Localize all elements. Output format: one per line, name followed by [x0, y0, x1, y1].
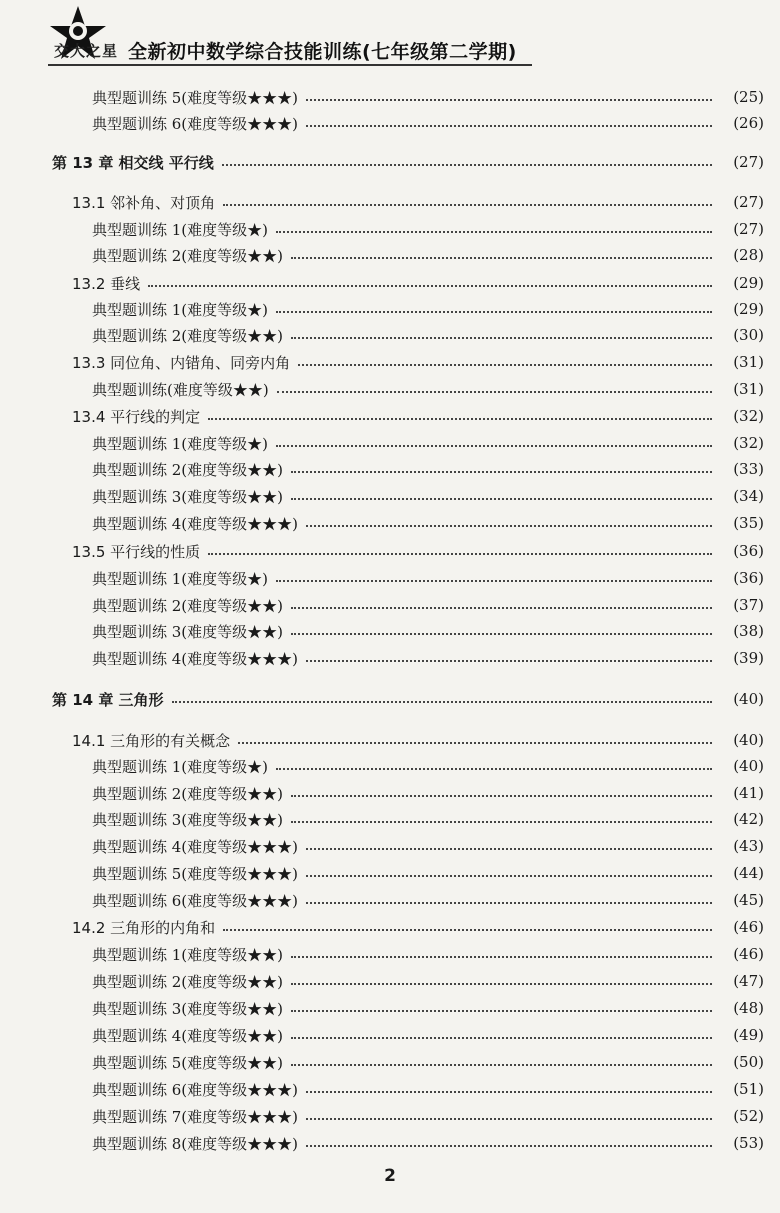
toc-page-number: (48): [733, 999, 764, 1017]
toc-entry-label: 典型题训练 6(难度等级★★★): [92, 1080, 299, 1099]
toc-item-row: [92, 996, 764, 1020]
toc-page-number: (47): [733, 972, 764, 990]
toc-dot-leader: [298, 364, 712, 366]
toc-item-row: [92, 969, 764, 993]
toc-dot-leader: [276, 311, 712, 313]
toc-entry-label: 典型题训练 5(难度等级★★★): [92, 864, 299, 883]
toc-entry-label: 典型题训练 2(难度等级★★): [92, 596, 284, 615]
toc-entry-label: 典型题训练 1(难度等级★): [92, 300, 269, 319]
toc-dot-leader: [306, 875, 712, 877]
toc-item-row: [92, 511, 764, 535]
page-header: [0, 0, 780, 70]
toc-entry-label: 典型题训练 5(难度等级★★): [92, 1053, 284, 1072]
toc-dot-leader: [238, 742, 712, 744]
book-title: 全新初中数学综合技能训练(七年级第二学期): [128, 41, 517, 63]
toc-dot-leader: [291, 1064, 712, 1066]
toc-entry-label: 14.2 三角形的内角和: [72, 918, 216, 937]
toc-page-number: (42): [733, 810, 764, 828]
toc-item-row: [92, 323, 764, 347]
toc-section-row: [72, 404, 764, 428]
toc-dot-leader: [148, 285, 712, 287]
toc-entry-label: 13.2 垂线: [72, 274, 141, 293]
toc-page-number: (31): [733, 380, 764, 398]
toc-dot-leader: [306, 1145, 712, 1147]
toc-entry-label: 典型题训练 2(难度等级★★): [92, 460, 284, 479]
toc-page-number: (27): [733, 153, 764, 171]
toc-chapter-row: [52, 150, 764, 174]
toc-dot-leader: [306, 1091, 712, 1093]
toc-item-row: [92, 297, 764, 321]
toc-item-row: [92, 781, 764, 805]
toc-section-row: [72, 190, 764, 214]
toc-entry-label: 13.4 平行线的判定: [72, 407, 201, 426]
toc-dot-leader: [291, 795, 712, 797]
toc-dot-leader: [291, 983, 712, 985]
toc-entry-label: 典型题训练 7(难度等级★★★): [92, 1107, 299, 1126]
toc-dot-leader: [276, 768, 712, 770]
toc-entry-label: 13.3 同位角、内错角、同旁内角: [72, 353, 291, 372]
toc-entry-label: 典型题训练 3(难度等级★★): [92, 999, 284, 1018]
toc-entry-label: 典型题训练 6(难度等级★★★): [92, 891, 299, 910]
toc-item-row: [92, 1050, 764, 1074]
toc-section-row: [72, 271, 764, 295]
toc-page-number: (25): [733, 88, 764, 106]
toc-page-number: (40): [733, 690, 764, 708]
toc-entry-label: 13.1 邻补角、对顶角: [72, 193, 216, 212]
toc-entry-label: 典型题训练 1(难度等级★): [92, 220, 269, 239]
toc-item-row: [92, 942, 764, 966]
toc-page-number: (34): [733, 487, 764, 505]
toc-item-row: [92, 243, 764, 267]
toc-page-number: (27): [733, 220, 764, 238]
toc-dot-leader: [172, 701, 712, 703]
toc-dot-leader: [306, 125, 712, 127]
toc-page-number: (29): [733, 300, 764, 318]
toc-entry-label: 典型题训练 4(难度等级★★★): [92, 514, 299, 533]
toc-section-row: [72, 728, 764, 752]
toc-page-number: (32): [733, 434, 764, 452]
toc-entry-label: 典型题训练 6(难度等级★★★): [92, 114, 299, 133]
toc-chapter-row: [52, 687, 764, 711]
toc-item-row: [92, 593, 764, 617]
toc-page-number: (28): [733, 246, 764, 264]
toc-entry-label: 典型题训练 4(难度等级★★★): [92, 837, 299, 856]
toc-dot-leader: [291, 337, 712, 339]
toc-page-number: (45): [733, 891, 764, 909]
toc-page-number: (40): [733, 731, 764, 749]
toc-dot-leader: [291, 1010, 712, 1012]
toc-entry-label: 典型题训练 2(难度等级★★): [92, 246, 284, 265]
toc-page-number: (53): [733, 1134, 764, 1152]
toc-entry-label: 14.1 三角形的有关概念: [72, 731, 231, 750]
toc-dot-leader: [291, 1037, 712, 1039]
toc-dot-leader: [208, 418, 712, 420]
header-divider: [48, 64, 532, 66]
toc-entry-label: 典型题训练 4(难度等级★★): [92, 1026, 284, 1045]
toc-page-number: (30): [733, 326, 764, 344]
toc-page-number: (29): [733, 274, 764, 292]
toc-page-number: (31): [733, 353, 764, 371]
toc-page-number: (26): [733, 114, 764, 132]
toc-page-number: (41): [733, 784, 764, 802]
toc-entry-label: 典型题训练 5(难度等级★★★): [92, 88, 299, 107]
toc-item-row: [92, 85, 764, 109]
toc-dot-leader: [291, 607, 712, 609]
toc-item-row: [92, 111, 764, 135]
toc-entry-label: 典型题训练 3(难度等级★★): [92, 810, 284, 829]
toc-page-number: (51): [733, 1080, 764, 1098]
toc-item-row: [92, 431, 764, 455]
toc-dot-leader: [277, 391, 712, 393]
toc-dot-leader: [306, 99, 712, 101]
toc-page-number: (36): [733, 542, 764, 560]
toc-dot-leader: [306, 660, 712, 662]
toc-page-number: (46): [733, 945, 764, 963]
toc-section-row: [72, 915, 764, 939]
toc-section-row: [72, 539, 764, 563]
toc-entry-label: 典型题训练 8(难度等级★★★): [92, 1134, 299, 1153]
toc-dot-leader: [291, 956, 712, 958]
toc-item-row: [92, 217, 764, 241]
toc-page-number: (39): [733, 649, 764, 667]
toc-item-row: [92, 646, 764, 670]
toc-dot-leader: [306, 902, 712, 904]
toc-page-number: (27): [733, 193, 764, 211]
toc-dot-leader: [223, 204, 712, 206]
toc-dot-leader: [291, 498, 712, 500]
toc-item-row: [92, 861, 764, 885]
toc-entry-label: 典型题训练 2(难度等级★★): [92, 972, 284, 991]
toc-entry-label: 典型题训练 2(难度等级★★): [92, 784, 284, 803]
toc-page-number: (32): [733, 407, 764, 425]
toc-dot-leader: [291, 821, 712, 823]
toc-entry-label: 第 14 章 三角形: [52, 690, 164, 709]
toc-dot-leader: [276, 231, 712, 233]
toc-item-row: [92, 1104, 764, 1128]
toc-page-number: (38): [733, 622, 764, 640]
toc-item-row: [92, 834, 764, 858]
toc-page-number: (43): [733, 837, 764, 855]
toc-page-number: (52): [733, 1107, 764, 1125]
page-number: 2: [384, 1166, 396, 1186]
toc-dot-leader: [291, 257, 712, 259]
toc-entry-label: 典型题训练(难度等级★★): [92, 380, 269, 399]
toc-item-row: [92, 484, 764, 508]
toc-item-row: [92, 377, 764, 401]
toc-entry-label: 13.5 平行线的性质: [72, 542, 201, 561]
toc-item-row: [92, 619, 764, 643]
toc-item-row: [92, 566, 764, 590]
toc-entry-label: 典型题训练 3(难度等级★★): [92, 622, 284, 641]
toc-dot-leader: [276, 445, 712, 447]
toc-entry-label: 典型题训练 1(难度等级★): [92, 757, 269, 776]
toc-page-number: (36): [733, 569, 764, 587]
logo-text: 交大之星: [54, 42, 119, 60]
toc-item-row: [92, 807, 764, 831]
toc-entry-label: 典型题训练 2(难度等级★★): [92, 326, 284, 345]
toc-dot-leader: [306, 1118, 712, 1120]
toc-entry-label: 典型题训练 3(难度等级★★): [92, 487, 284, 506]
toc-dot-leader: [276, 580, 712, 582]
toc-dot-leader: [306, 848, 712, 850]
toc-page-number: (40): [733, 757, 764, 775]
toc-page-number: (50): [733, 1053, 764, 1071]
toc-section-row: [72, 350, 764, 374]
toc-item-row: [92, 1023, 764, 1047]
toc-dot-leader: [222, 164, 712, 166]
toc-dot-leader: [208, 553, 712, 555]
toc-item-row: [92, 457, 764, 481]
toc-page-number: (44): [733, 864, 764, 882]
toc-page-number: (33): [733, 460, 764, 478]
toc-entry-label: 典型题训练 1(难度等级★): [92, 569, 269, 588]
toc-entry-label: 典型题训练 4(难度等级★★★): [92, 649, 299, 668]
toc-page-number: (35): [733, 514, 764, 532]
toc-entry-label: 第 13 章 相交线 平行线: [52, 153, 214, 172]
toc-page-number: (46): [733, 918, 764, 936]
toc-dot-leader: [223, 929, 712, 931]
toc-item-row: [92, 1131, 764, 1155]
toc-entry-label: 典型题训练 1(难度等级★): [92, 434, 269, 453]
toc-page-number: (49): [733, 1026, 764, 1044]
toc-dot-leader: [291, 633, 712, 635]
toc-item-row: [92, 888, 764, 912]
toc-entry-label: 典型题训练 1(难度等级★★): [92, 945, 284, 964]
toc-item-row: [92, 754, 764, 778]
toc-dot-leader: [291, 471, 712, 473]
toc-page-number: (37): [733, 596, 764, 614]
toc-item-row: [92, 1077, 764, 1101]
toc-dot-leader: [306, 525, 712, 527]
